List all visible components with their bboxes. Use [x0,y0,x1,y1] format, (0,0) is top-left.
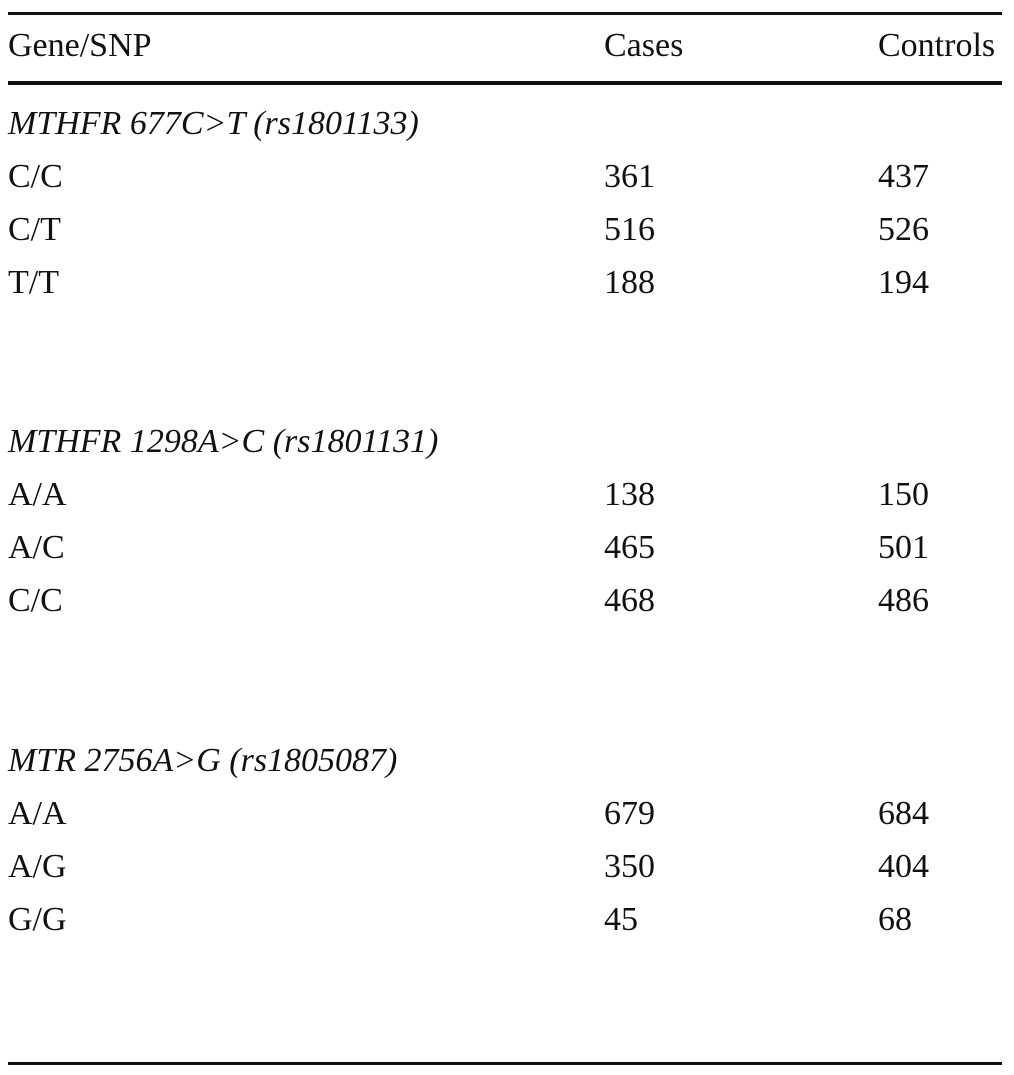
genotype-cell: A/G [8,848,67,885]
controls-cell: 684 [878,795,929,832]
controls-cell: 526 [878,211,929,248]
genotype-cell: A/C [8,529,65,566]
cases-cell: 188 [604,264,655,301]
genotype-cell: C/C [8,158,63,195]
controls-cell: 437 [878,158,929,195]
controls-cell: 150 [878,476,929,513]
genotype-cell: G/G [8,901,67,938]
controls-cell: 68 [878,901,912,938]
group-title-mthfr-677: MTHFR 677C>T (rs1801133) [8,105,419,142]
controls-cell: 194 [878,264,929,301]
genotype-cell: A/A [8,795,67,832]
cases-cell: 679 [604,795,655,832]
cases-cell: 45 [604,901,638,938]
header-cases: Cases [604,27,684,64]
top-rule [8,12,1002,15]
group-title-mthfr-1298: MTHFR 1298A>C (rs1801131) [8,423,439,460]
genotype-cell: T/T [8,264,59,301]
cases-cell: 465 [604,529,655,566]
header-gene-snp: Gene/SNP [8,27,152,64]
bottom-rule [8,1062,1002,1065]
controls-cell: 501 [878,529,929,566]
cases-cell: 361 [604,158,655,195]
cases-cell: 468 [604,582,655,619]
cases-cell: 350 [604,848,655,885]
cases-cell: 516 [604,211,655,248]
cases-cell: 138 [604,476,655,513]
header-controls: Controls [878,27,996,64]
genotype-cell: C/C [8,582,63,619]
genotype-cell: A/A [8,476,67,513]
group-title-mtr-2756: MTR 2756A>G (rs1805087) [8,742,398,779]
genotype-cell: C/T [8,211,61,248]
header-rule [8,81,1002,85]
controls-cell: 486 [878,582,929,619]
controls-cell: 404 [878,848,929,885]
